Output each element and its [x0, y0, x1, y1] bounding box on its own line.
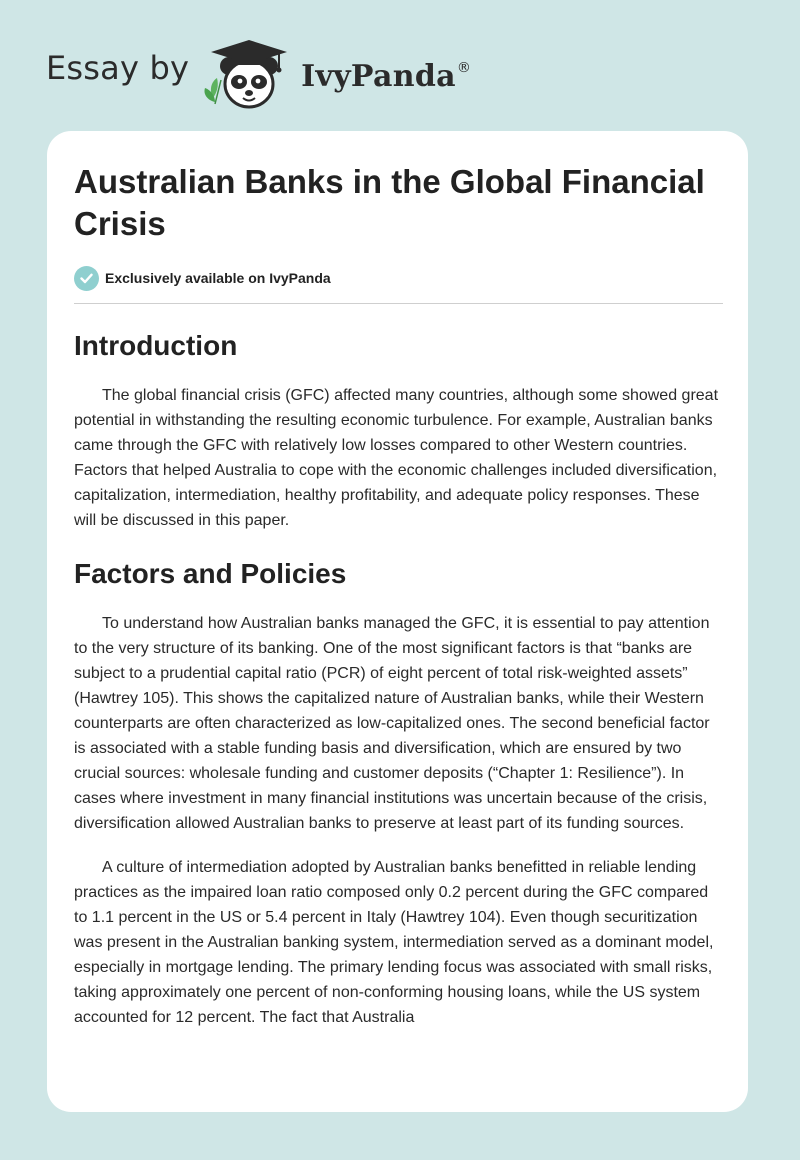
registered-mark: ® [456, 60, 471, 76]
checkmark-icon [74, 266, 99, 291]
paragraph: The global financial crisis (GFC) affected many countries, although some showed great potential in withstanding the resulting economic turbulence. For example, Australian banks came through the GFC with relatively low losses compared to other Western countries. Factors that helped Australia to cope with the economic challenges included diversification, capitalization, intermediation, healthy profitability, and adequate policy responses. These will be discussed in this paper. [74, 387, 719, 529]
essay-card [47, 131, 748, 1112]
section-heading-factors-and-policies: Factors and Policies [74, 558, 347, 589]
paragraph: A culture of intermediation adopted by Australian banks benefitted in reliable lending practices as the impaired loan ratio composed only 0.2 percent during the GFC compared to 1.1 percent in the US or 5.4 percent in Italy (Hawtrey 104). Even though securitization was present in the Australian banking system, intermediation served as a dominant model, especially in mortgage lending. The primary lending focus was associated with small risks, taking approximately one percent of non-conforming housing loans, while the US system accounted for 12 percent. The fact that Australia [74, 859, 714, 1026]
divider [74, 303, 723, 304]
brand-name: IvyPanda [301, 58, 456, 94]
panda-logo-icon [203, 32, 295, 112]
page-title: Australian Banks in the Global Financial Crisis [74, 163, 705, 242]
paragraph: To understand how Australian banks managed the GFC, it is essential to pay attention to the very structure of its banking. One of the most significant factors is that “banks are subject to a prudential capital ratio (PCR) of eight percent of total risk-weighted assets” (Hawtrey 105). This shows the capitalized nature of Australian banks, while their Western counterparts are often characterized as low-capitalized ones. The second beneficial factor is associated with a stable funding basis and diversification, which are ensured by two crucial sources: wholesale funding and customer deposits (“Chapter 1: Resilience”). In cases where investment in many financial institutions was uncertain because of the crisis, diversification allowed Australian banks to preserve at least part of its funding sources. [74, 615, 710, 832]
exclusive-badge-text: Exclusively available on IvyPanda [105, 270, 331, 286]
essay-content [74, 161, 723, 1030]
section-heading-introduction: Introduction [74, 330, 238, 361]
exclusive-badge [74, 265, 723, 291]
brand-header [46, 32, 471, 112]
brand-prefix: Essay by [46, 49, 190, 87]
